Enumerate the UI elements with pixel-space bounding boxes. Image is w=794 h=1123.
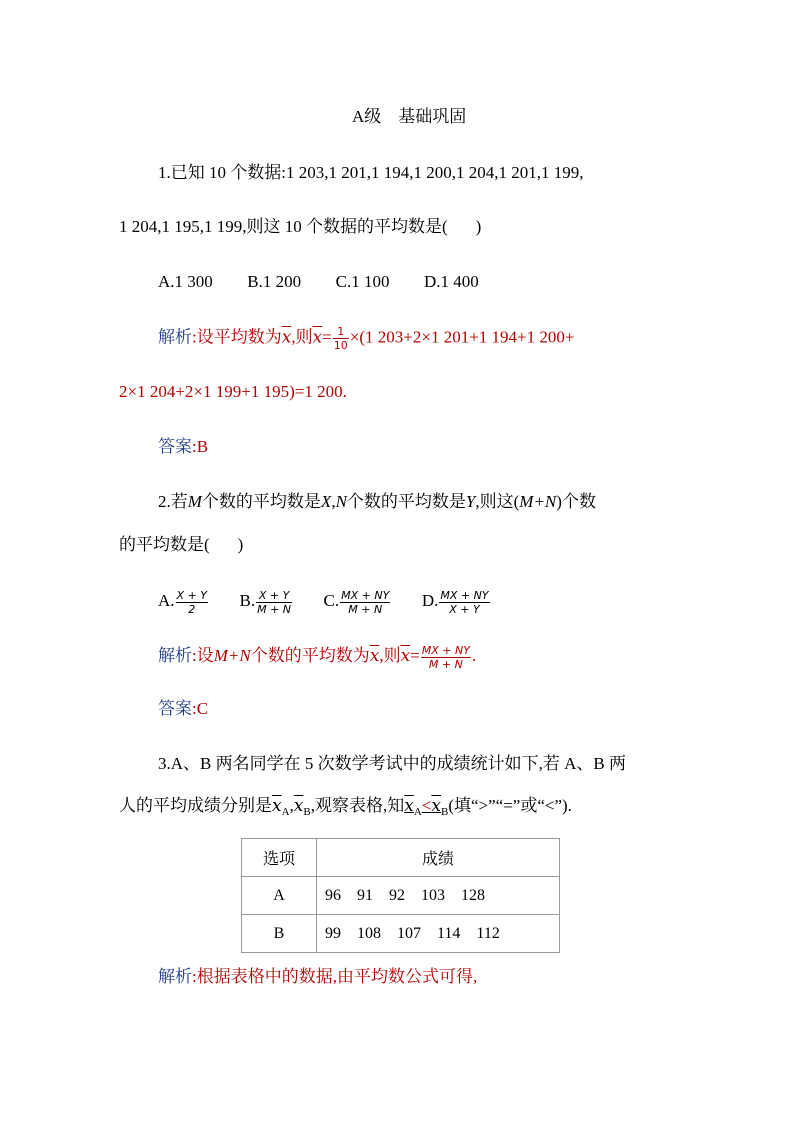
q1-option-a: A.1 300 bbox=[158, 272, 213, 291]
row-name-a: A bbox=[242, 877, 317, 915]
q3-text-line1: 3.A、B 两名同学在 5 次数学考试中的成绩统计如下,若 A、B 两 bbox=[158, 754, 626, 773]
q2-stem: 的平均数是( bbox=[119, 535, 210, 554]
q2-t2: 个数的平均数是 bbox=[201, 492, 321, 511]
q2-option-b-frac bbox=[256, 589, 292, 616]
q1-answer bbox=[158, 436, 208, 458]
q2-analysis-label: 解析 bbox=[158, 646, 192, 665]
q2-option-c-label: C. bbox=[323, 591, 340, 610]
score-b-1: 99 bbox=[325, 924, 341, 942]
q2-text-line1 bbox=[158, 491, 596, 513]
q2-paren-close: ) bbox=[237, 535, 244, 554]
q2-option-d bbox=[421, 588, 491, 616]
q3-xbar-b: $\overline{x}$ bbox=[293, 796, 304, 816]
q3-answer-lt: < bbox=[421, 796, 432, 815]
score-b-5: 112 bbox=[476, 924, 500, 942]
q3-analysis bbox=[158, 966, 477, 988]
q3-sep: , bbox=[289, 796, 294, 815]
q2-option-a-label: A. bbox=[158, 591, 175, 610]
q1-option-d: D.1 400 bbox=[423, 272, 479, 291]
q2-analysis-frac bbox=[421, 644, 471, 671]
q2-xbar-2: $\overline{x}$ bbox=[400, 646, 411, 666]
q3-text-line2 bbox=[119, 795, 572, 823]
q2-t1: 2.若 bbox=[158, 492, 188, 511]
q3-analysis-label: 解析 bbox=[158, 967, 192, 986]
q1-stem: 1 204,1 195,1 199,则这 10 个数据的平均数是( bbox=[119, 217, 448, 236]
q1-frac-den: 10 bbox=[333, 339, 348, 352]
score-b-4: 114 bbox=[437, 924, 461, 942]
q3-line2-c: (填“>”“=”或“<”). bbox=[448, 796, 572, 815]
q2-answer bbox=[158, 698, 208, 720]
q2-analysis-c: ,则 bbox=[379, 646, 401, 665]
q3-sub-b: B bbox=[303, 806, 311, 818]
q2-answer-value: :C bbox=[192, 699, 209, 718]
score-a-1: 96 bbox=[325, 886, 341, 904]
q2-period: . bbox=[471, 646, 477, 665]
q2-option-b-label: B. bbox=[239, 591, 256, 610]
table-header-scores: 成绩 bbox=[317, 839, 560, 877]
q2-analysis bbox=[158, 641, 476, 671]
q2-analysis-den: M + N bbox=[428, 657, 463, 671]
q1-eq: = bbox=[322, 327, 332, 347]
q3-analysis-text: :根据表格中的数据,由平均数公式可得, bbox=[192, 967, 478, 986]
q1-analysis-c: ×(1 203+2×1 201+1 194+1 200+ bbox=[349, 327, 575, 347]
q1-analysis-a: :设平均数为 bbox=[192, 327, 282, 347]
q2-option-d-label: D. bbox=[421, 591, 439, 610]
q2-x: X bbox=[320, 492, 332, 511]
score-b-3: 107 bbox=[397, 924, 421, 942]
table-row bbox=[242, 915, 560, 953]
q3-sub-a2: A bbox=[413, 806, 422, 818]
row-scores-b bbox=[317, 915, 560, 953]
score-a-4: 103 bbox=[421, 886, 445, 904]
q1-analysis-line1 bbox=[158, 325, 574, 352]
q1-text-line1: 1.已知 10 个数据:1 203,1 201,1 194,1 200,1 204,1 201,1 199, bbox=[158, 163, 584, 182]
q3-line2-a: 人的平均成绩分别是 bbox=[119, 796, 272, 815]
q1-answer-label: 答案 bbox=[158, 437, 192, 456]
q3-xbar-a: $\overline{x}$ bbox=[272, 796, 282, 816]
q1-analysis-b: ,则 bbox=[291, 327, 313, 347]
table-header-option: 选项 bbox=[242, 839, 317, 877]
q1-fraction bbox=[333, 325, 349, 352]
q1-text-line2 bbox=[119, 216, 481, 238]
q2-option-a-den: 2 bbox=[188, 602, 196, 616]
score-b-2: 108 bbox=[357, 924, 381, 942]
q2-option-b bbox=[239, 588, 294, 616]
q2-t5: )个数 bbox=[556, 492, 596, 511]
q1-answer-value: :B bbox=[192, 437, 209, 456]
q2-analysis-a: :设 bbox=[192, 646, 214, 665]
q2-analysis-num: MX + NY bbox=[421, 643, 470, 657]
q2-mn: M+N bbox=[519, 492, 557, 511]
table-header-row bbox=[242, 839, 560, 877]
q2-comma: , bbox=[331, 492, 336, 511]
q2-n: N bbox=[335, 492, 347, 511]
q2-eq: = bbox=[410, 646, 420, 665]
q3-line2-b: ,观察表格,知 bbox=[310, 796, 405, 815]
score-a-3: 92 bbox=[389, 886, 405, 904]
q2-m: M bbox=[187, 492, 202, 511]
table-row bbox=[242, 877, 560, 915]
q2-analysis-b: 个数的平均数为 bbox=[250, 646, 370, 665]
q2-options bbox=[158, 586, 491, 616]
q1-xbar-2: $\overline{x}$ bbox=[312, 327, 323, 348]
q3-sub-b2: B bbox=[440, 806, 449, 818]
q3-sub-a: A bbox=[281, 806, 290, 818]
q2-option-b-num: X + Y bbox=[256, 589, 292, 603]
q2-text-line2 bbox=[119, 534, 243, 556]
q2-option-a-frac bbox=[176, 589, 208, 616]
section-title: A级 基础巩固 bbox=[352, 107, 467, 126]
q2-option-d-den: X + Y bbox=[449, 602, 480, 616]
q2-t3: 个数的平均数是 bbox=[346, 492, 466, 511]
q1-options bbox=[158, 271, 479, 293]
q2-t4: ,则这( bbox=[475, 492, 520, 511]
q1-option-b: B.1 200 bbox=[247, 272, 302, 291]
score-a-5: 128 bbox=[461, 886, 485, 904]
scores-table bbox=[241, 838, 560, 953]
q1-frac-num: 1 bbox=[333, 325, 349, 339]
q2-option-c-num: MX + NY bbox=[341, 588, 390, 602]
q3-blank bbox=[404, 796, 449, 818]
q2-option-c-frac bbox=[340, 589, 390, 616]
q1-analysis-line2: 2×1 204+2×1 199+1 195)=1 200. bbox=[119, 382, 347, 401]
row-name-b: B bbox=[242, 915, 317, 953]
q2-option-b-den: M + N bbox=[257, 602, 292, 616]
row-scores-a bbox=[317, 877, 560, 915]
q2-answer-label: 答案 bbox=[158, 699, 192, 718]
q1-xbar: $\overline{x}$ bbox=[281, 327, 292, 348]
q2-option-a bbox=[158, 588, 209, 616]
q2-option-a-num: X + Y bbox=[176, 588, 207, 602]
score-a-2: 91 bbox=[357, 886, 373, 904]
q3-xbar-b2: x bbox=[431, 796, 441, 816]
q1-option-c: C.1 100 bbox=[335, 272, 390, 291]
q2-option-d-frac bbox=[439, 589, 489, 616]
q2-option-d-num: MX + NY bbox=[440, 588, 489, 602]
q2-option-c bbox=[323, 588, 392, 616]
q2-y: Y bbox=[465, 492, 476, 511]
q2-xbar: $\overline{x}$ bbox=[369, 646, 380, 666]
q3-xbar-a2: x bbox=[404, 796, 414, 816]
q1-paren-close: ) bbox=[475, 217, 482, 236]
q2-option-c-den: M + N bbox=[348, 602, 383, 616]
q2-analysis-mn: M+N bbox=[213, 646, 251, 665]
q1-analysis-label: 解析 bbox=[158, 327, 192, 347]
